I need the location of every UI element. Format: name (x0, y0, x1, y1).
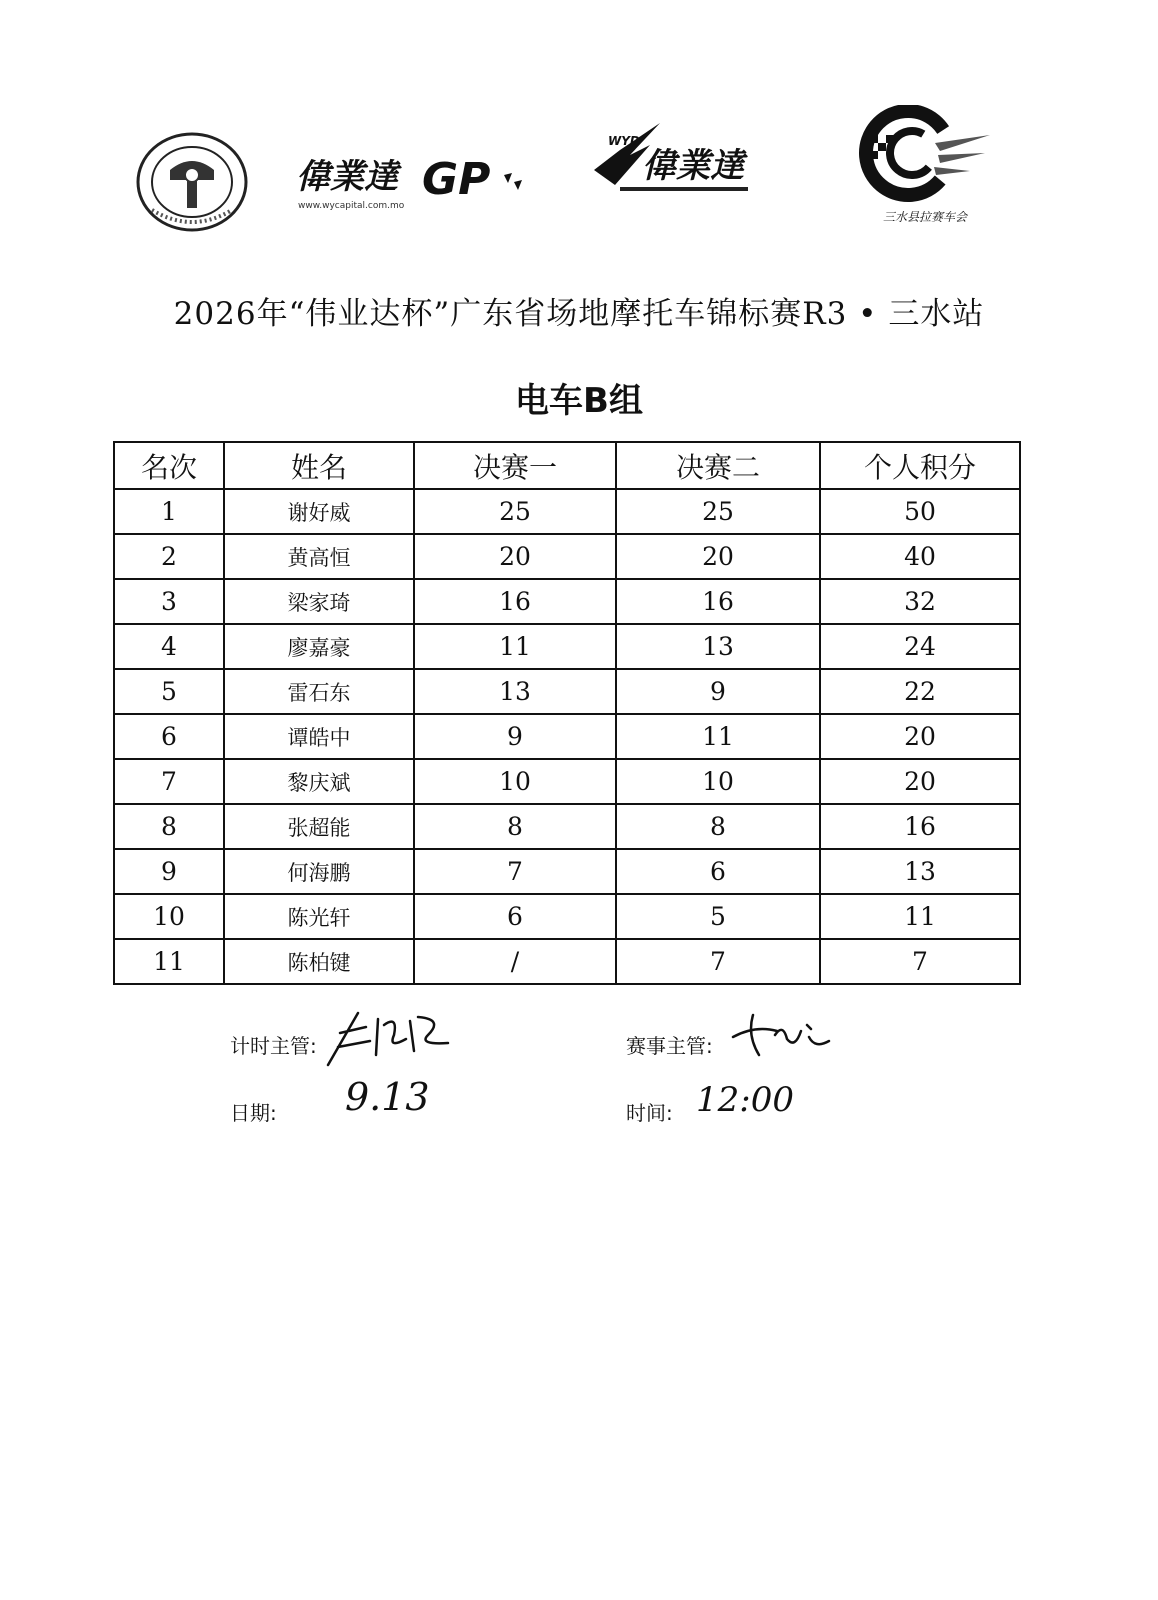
logo4-text: 三水县拉赛车会 (882, 210, 968, 224)
final-1-cell: 10 (414, 759, 616, 804)
weiyeda-tiger-logo (590, 115, 765, 205)
rank-cell: 4 (114, 624, 224, 669)
points-cell: 20 (820, 759, 1020, 804)
final-2-cell: 9 (616, 669, 820, 714)
table-header-row (114, 442, 1020, 489)
final-1-cell: 9 (414, 714, 616, 759)
final-2-cell: 10 (616, 759, 820, 804)
date-value: 9.13 (345, 1075, 430, 1119)
sanshui-racing-logo (850, 105, 1000, 230)
final-2-cell: 7 (616, 939, 820, 984)
page-title: 2026年“伟业达杯”广东省场地摩托车锦标赛R3 • 三水站 (173, 296, 985, 332)
points-cell: 16 (820, 804, 1020, 849)
rank-cell: 10 (114, 894, 224, 939)
name-cell: 黎庆斌 (224, 759, 414, 804)
final-2-cell: 8 (616, 804, 820, 849)
logo2-text: 偉業達 (296, 157, 398, 197)
points-cell: 50 (820, 489, 1020, 534)
time-label: 时间: (626, 1101, 673, 1125)
column-header-rank: 名次 (114, 442, 224, 489)
table-row (114, 489, 1020, 534)
rank-cell: 3 (114, 579, 224, 624)
logo2-url: www.wycapital.com.mo (298, 201, 405, 211)
column-header-points: 个人积分 (820, 442, 1020, 489)
date-label: 日期: (230, 1101, 277, 1125)
rank-cell: 6 (114, 714, 224, 759)
name-cell: 陈光轩 (224, 894, 414, 939)
name-cell: 张超能 (224, 804, 414, 849)
rank-cell: 1 (114, 489, 224, 534)
name-cell: 谢好威 (224, 489, 414, 534)
rank-cell: 9 (114, 849, 224, 894)
weiyeda-gp-logo (292, 150, 552, 220)
table-row (114, 669, 1020, 714)
final-1-cell: 8 (414, 804, 616, 849)
name-cell: 廖嘉豪 (224, 624, 414, 669)
final-2-cell: 5 (616, 894, 820, 939)
column-header-final-1: 决赛一 (414, 442, 616, 489)
race-supervisor-signature (725, 1005, 845, 1065)
final-2-cell: 20 (616, 534, 820, 579)
final-1-cell: 25 (414, 489, 616, 534)
column-header-final-2: 决赛二 (616, 442, 820, 489)
table-row (114, 624, 1020, 669)
table-row (114, 534, 1020, 579)
final-2-cell: 13 (616, 624, 820, 669)
table-row (114, 804, 1020, 849)
rank-cell: 5 (114, 669, 224, 714)
logo3-text: 偉業達 (642, 146, 744, 186)
points-cell: 7 (820, 939, 1020, 984)
final-1-cell: 20 (414, 534, 616, 579)
column-header-name: 姓名 (224, 442, 414, 489)
final-1-cell: 6 (414, 894, 616, 939)
rank-cell: 2 (114, 534, 224, 579)
final-2-cell: 11 (616, 714, 820, 759)
final-1-cell: 13 (414, 669, 616, 714)
table-row (114, 579, 1020, 624)
table-row (114, 714, 1020, 759)
table-row (114, 894, 1020, 939)
logo3-mark: WYD (608, 134, 640, 148)
name-cell: 谭皓中 (224, 714, 414, 759)
points-cell: 20 (820, 714, 1020, 759)
points-cell: 24 (820, 624, 1020, 669)
table-row (114, 939, 1020, 984)
final-2-cell: 16 (616, 579, 820, 624)
name-cell: 梁家琦 (224, 579, 414, 624)
timing-supervisor-signature (318, 1005, 458, 1075)
group-title: 电车B组 (515, 381, 643, 421)
name-cell: 何海鹏 (224, 849, 414, 894)
rank-cell: 7 (114, 759, 224, 804)
final-1-cell: 16 (414, 579, 616, 624)
final-2-cell: 6 (616, 849, 820, 894)
rank-cell: 11 (114, 939, 224, 984)
points-cell: 32 (820, 579, 1020, 624)
rank-cell: 8 (114, 804, 224, 849)
points-cell: 13 (820, 849, 1020, 894)
race-supervisor-label: 赛事主管: (626, 1034, 713, 1058)
timing-supervisor-label: 计时主管: (230, 1034, 317, 1058)
association-seal-logo (132, 130, 252, 235)
time-value: 12:00 (696, 1080, 794, 1120)
final-1-cell: / (414, 939, 616, 984)
points-cell: 40 (820, 534, 1020, 579)
logo2-mark: GP (422, 154, 491, 205)
final-1-cell: 7 (414, 849, 616, 894)
name-cell: 陈柏键 (224, 939, 414, 984)
name-cell: 黄高恒 (224, 534, 414, 579)
table-row (114, 849, 1020, 894)
table-row (114, 759, 1020, 804)
final-2-cell: 25 (616, 489, 820, 534)
final-1-cell: 11 (414, 624, 616, 669)
name-cell: 雷石东 (224, 669, 414, 714)
points-cell: 22 (820, 669, 1020, 714)
results-table (113, 441, 1021, 985)
points-cell: 11 (820, 894, 1020, 939)
